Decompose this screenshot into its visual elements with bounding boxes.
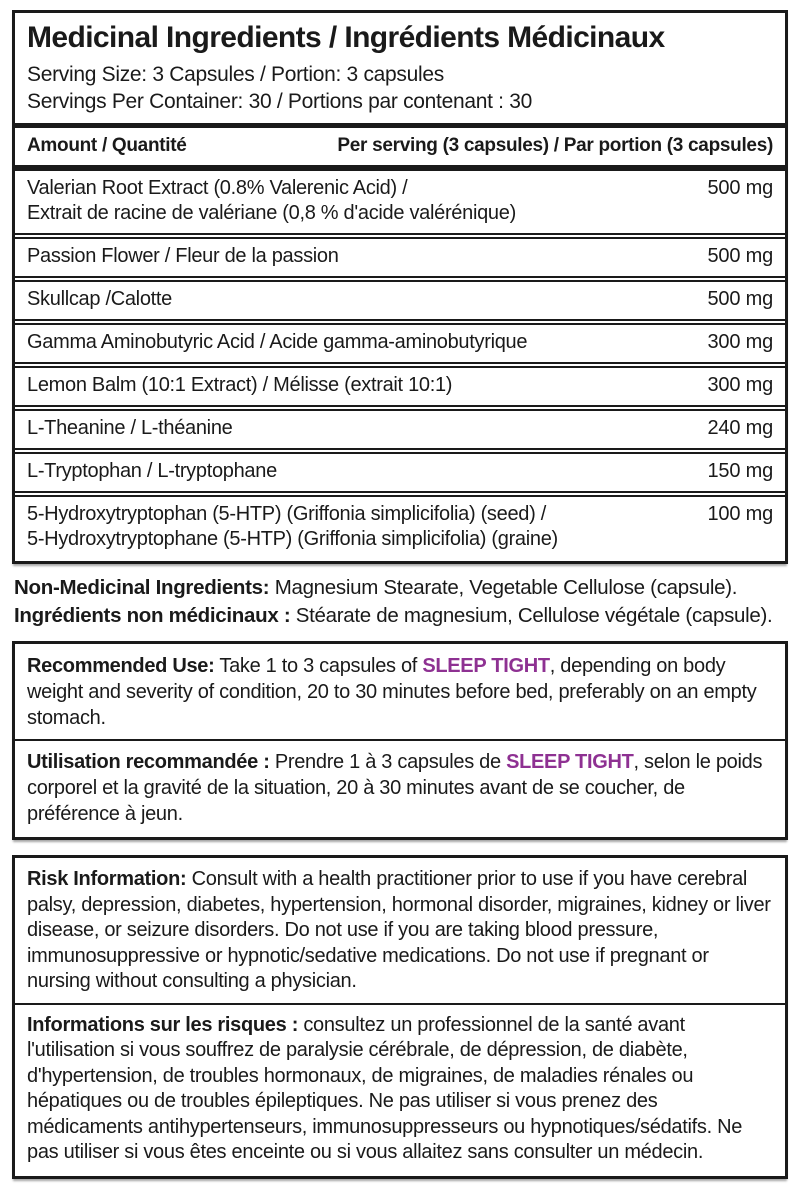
ingredient-amount: 300 mg bbox=[707, 331, 773, 353]
recommended-use-en-label: Recommended Use: bbox=[27, 655, 215, 677]
ingredient-name: L-Tryptophan / L-tryptophane bbox=[27, 460, 277, 482]
ingredient-name-line: Extrait de racine de valériane (0,8 % d'acide valérénique) bbox=[27, 202, 516, 224]
recommended-use-fr bbox=[27, 749, 773, 827]
ingredient-name: Gamma Aminobutyric Acid / Acide gamma-aminobutyrique bbox=[27, 331, 528, 353]
ingredient-amount: 240 mg bbox=[707, 417, 773, 439]
recommended-use-en-after: , depending on body weight and severity of condition, 20 to 30 minutes before bed, preferably on an empty stomach. bbox=[27, 655, 757, 729]
brand-name: SLEEP TIGHT bbox=[506, 751, 634, 773]
ingredient-amount: 500 mg bbox=[707, 288, 773, 310]
table-header-row bbox=[15, 128, 785, 165]
ingredient-name: Skullcap /Calotte bbox=[27, 288, 172, 310]
panel-title: Medicinal Ingredients / Ingrédients Médicinaux bbox=[27, 21, 665, 54]
ingredient-name bbox=[27, 176, 516, 226]
panel-head bbox=[15, 13, 785, 123]
medicinal-ingredients-panel bbox=[12, 10, 788, 564]
risk-information-en-label: Risk Information: bbox=[27, 868, 187, 890]
ingredient-amount: 500 mg bbox=[707, 245, 773, 267]
table-row bbox=[15, 368, 785, 405]
table-row bbox=[15, 497, 785, 559]
non-medicinal-fr-label: Ingrédients non médicinaux : bbox=[14, 604, 291, 627]
risk-information-en bbox=[27, 867, 773, 995]
risk-information-fr-label: Informations sur les risques : bbox=[27, 1013, 299, 1036]
risk-information-en-text: Consult with a health practitioner prior to use if you have cerebral palsy, depression, diabetes, hypertension, hormonal disorder, migraines, kidney or liver disease, or seizure disorders. Do not use if you are taking blood pressure, immunosuppressive or hypnotic/sedative medications. Do not use if pregnant or nursing without consulting a physician. bbox=[27, 868, 771, 992]
non-medicinal-en-text: Magnesium Stearate, Vegetable Cellulose (capsule). bbox=[269, 576, 738, 599]
ingredient-name-line: 5-Hydroxytryptophane (5-HTP) (Griffonia simplicifolia) (graine) bbox=[27, 528, 558, 550]
header-per-serving: Per serving (3 capsules) / Par portion (3 capsules) bbox=[337, 135, 773, 156]
recommended-use-en bbox=[27, 653, 773, 731]
risk-information-fr bbox=[27, 1013, 773, 1166]
brand-name: SLEEP TIGHT bbox=[422, 655, 550, 677]
serving-size: Serving Size: 3 Capsules / Portion: 3 capsules bbox=[27, 63, 444, 86]
recommended-use-fr-label: Utilisation recommandée : bbox=[27, 751, 270, 773]
panel-inner-divider bbox=[15, 1003, 785, 1005]
recommended-use-en-before: Take 1 to 3 capsules of bbox=[214, 655, 423, 677]
non-medicinal-fr bbox=[14, 602, 786, 630]
table-row bbox=[15, 282, 785, 319]
header-amount: Amount / Quantité bbox=[27, 135, 187, 156]
non-medicinal-en bbox=[14, 574, 786, 602]
ingredient-amount: 100 mg bbox=[707, 503, 773, 525]
risk-information-fr-text: consultez un professionnel de la santé avant l'utilisation si vous souffrez de paralysie cérébrale, de dépression, de diabète, d'hypertension, de troubles hormonaux, de migraines, de maladies rénales ou hépatiques ou de troubles épileptiques. Ne pas utiliser si vous prenez des médicaments antihypertenseurs, immunosuppresseurs ou hypnotiques/sédatifs. Ne pas utiliser si vous êtes enceinte ou si vous allaitez sans consulter un médecin. bbox=[27, 1013, 743, 1163]
servings-per-container: Servings Per Container: 30 / Portions par contenant : 30 bbox=[27, 90, 533, 113]
recommended-use-fr-before: Prendre 1 à 3 capsules de bbox=[269, 751, 507, 773]
table-row bbox=[15, 171, 785, 233]
ingredient-amount: 300 mg bbox=[707, 374, 773, 396]
table-row bbox=[15, 454, 785, 491]
ingredient-amount: 150 mg bbox=[707, 460, 773, 482]
ingredient-name-line: 5-Hydroxytryptophan (5-HTP) (Griffonia simplicifolia) (seed) / bbox=[27, 503, 546, 525]
ingredient-name bbox=[27, 502, 558, 552]
recommended-use-panel bbox=[12, 641, 788, 840]
ingredient-amount: 500 mg bbox=[707, 177, 773, 199]
table-row bbox=[15, 411, 785, 448]
table-row bbox=[15, 239, 785, 276]
table-row bbox=[15, 325, 785, 362]
non-medicinal-fr-text: Stéarate de magnesium, Cellulose végétale (capsule). bbox=[290, 604, 773, 627]
recommended-use-fr-after: , selon le poids corporel et la gravité de la situation, 20 à 30 minutes avant de se coucher, de préférence à jeun. bbox=[27, 751, 763, 825]
panel-inner-divider bbox=[15, 739, 785, 741]
risk-information-panel bbox=[12, 855, 788, 1179]
ingredient-name: Passion Flower / Fleur de la passion bbox=[27, 245, 339, 267]
ingredients-table bbox=[15, 171, 785, 561]
non-medicinal-en-label: Non-Medicinal Ingredients: bbox=[14, 576, 270, 599]
ingredient-name: L-Theanine / L-théanine bbox=[27, 417, 233, 439]
ingredient-name-line: Valerian Root Extract (0.8% Valerenic Acid) / bbox=[27, 177, 408, 199]
non-medicinal-ingredients bbox=[14, 574, 786, 630]
ingredient-name: Lemon Balm (10:1 Extract) / Mélisse (extrait 10:1) bbox=[27, 374, 453, 396]
table-bottom-gap bbox=[15, 559, 785, 561]
